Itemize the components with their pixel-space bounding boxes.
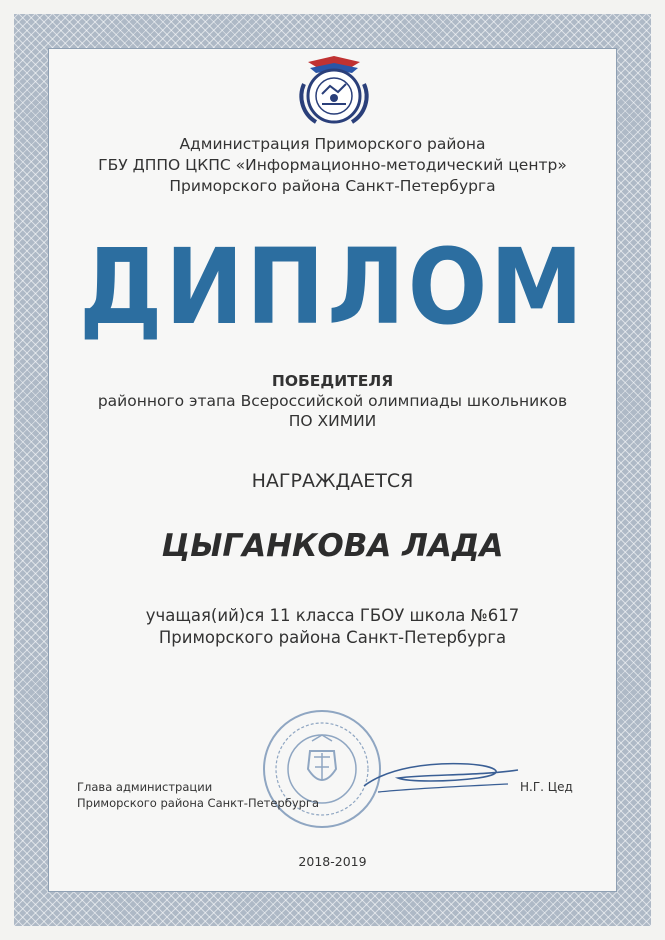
recipient-details xyxy=(0,605,665,649)
recipient-school: учащая(ий)ся 11 класса ГБОУ школа №617 xyxy=(145,606,520,625)
diploma-title: ДИПЛОМ xyxy=(79,226,586,348)
signatory-position xyxy=(77,779,319,811)
signatory-name: Н.Г. Цед xyxy=(520,780,573,794)
award-description xyxy=(0,371,665,431)
org-line: Администрация Приморского района xyxy=(179,135,486,153)
issuing-organization xyxy=(0,134,665,197)
olympiad-emblem-icon xyxy=(292,54,376,130)
recipient-name: ЦЫГАНКОВА ЛАДА xyxy=(161,528,504,564)
org-line: Приморского района Санкт-Петербурга xyxy=(169,177,496,195)
award-status: ПОБЕДИТЕЛЯ xyxy=(271,372,394,390)
award-subject: ПО ХИМИИ xyxy=(288,412,377,430)
recipient-district: Приморского района Санкт-Петербурга xyxy=(158,628,507,647)
awarded-label: НАГРАЖДАЕТСЯ xyxy=(251,470,414,492)
signature-icon xyxy=(358,748,528,808)
academic-year: 2018-2019 xyxy=(298,854,367,869)
org-line: ГБУ ДППО ЦКПС «Информационно-методический центр» xyxy=(98,156,567,174)
position-line: Глава администрации xyxy=(77,780,213,794)
award-stage: районного этапа Всероссийской олимпиады школьников xyxy=(97,392,568,410)
position-line: Приморского района Санкт-Петербурга xyxy=(77,796,320,810)
